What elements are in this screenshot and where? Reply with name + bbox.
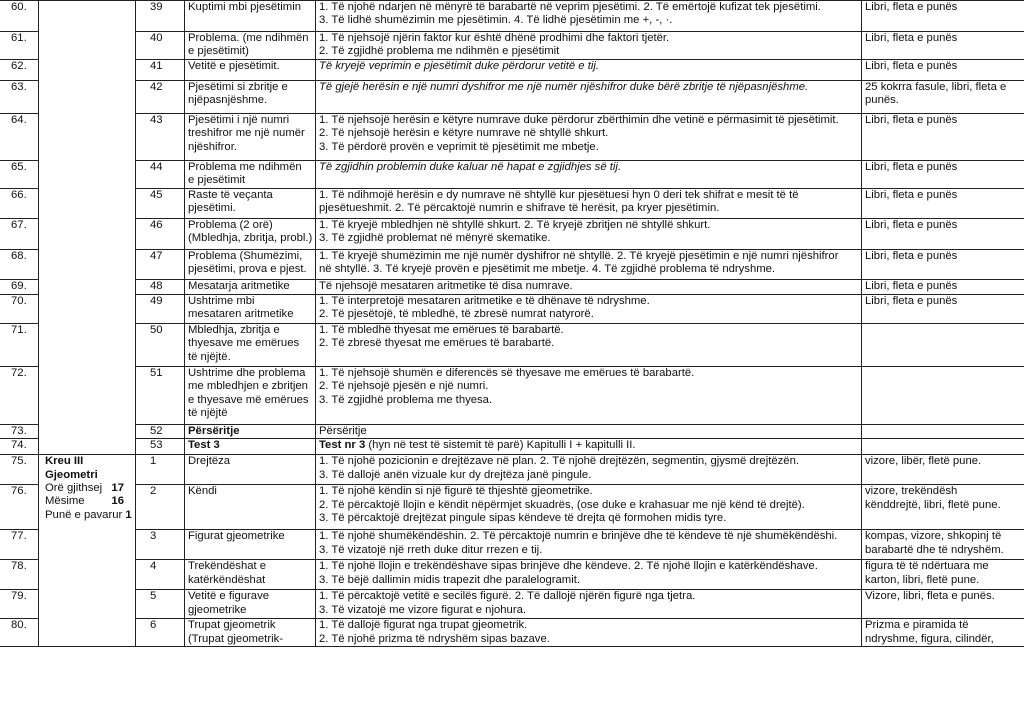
resources-cell: [862, 424, 1024, 438]
cell-line: Test 3: [188, 439, 220, 452]
resources-cell: [862, 590, 1024, 619]
cell-line: Problema me ndihmën: [188, 160, 302, 173]
table-row: [0, 218, 1024, 249]
cell-line: 3. Të përdorë provën e veprimit të pjesëtimit me mbetje.: [319, 140, 599, 153]
cell-line: 25 kokrra fasule, libri, fleta e: [865, 80, 1007, 93]
cell-line: Libri, fleta e punës: [865, 1, 958, 13]
hour-number-cell: 44: [136, 160, 185, 188]
chapter-cell-empty: [39, 1, 136, 455]
topic-cell: [185, 619, 316, 647]
lesson-number-cell: 73.: [0, 424, 39, 438]
table-row: [0, 279, 1024, 294]
resources-cell: [862, 485, 1024, 530]
topic-cell: [185, 590, 316, 619]
table-row: [0, 80, 1024, 113]
cell-line: 1. Të njohë këndin si një figurë të thjeshtë gjeometrike.: [319, 485, 593, 498]
cell-line: 3. Të zgjidhë problemat në mënyrë skematike.: [319, 232, 551, 245]
resources-cell: [862, 188, 1024, 218]
cell-line: Trekëndëshat e: [188, 560, 267, 573]
cell-line: 3. Të bëjë dallimin midis trapezit dhe paralelogramit.: [319, 573, 581, 586]
resources-cell: [862, 249, 1024, 279]
cell-line: Libri, fleta e punës: [865, 279, 958, 292]
cell-line: e pjesëtimit): [188, 45, 249, 58]
cell-line: 3. Të zgjidhë problema me thyesa.: [319, 393, 493, 406]
objectives-cell: [316, 32, 862, 60]
table-body: [0, 1, 1024, 647]
cell-line: ndryshme, figura, cilindër,: [865, 632, 994, 645]
objectives-cell: [316, 619, 862, 647]
lesson-number-cell: 70.: [0, 294, 39, 323]
cell-line: 1. Të njohë ndarjen në mënyrë të barabartë në veprim pjesëtimi. 2. Të emërtojë kufizat tek pjesëtimi.: [319, 1, 821, 13]
hour-number-cell: 46: [136, 218, 185, 249]
topic-cell: [185, 249, 316, 279]
resources-cell: [862, 619, 1024, 647]
lesson-number-cell: 64.: [0, 113, 39, 160]
objectives-cell: [316, 323, 862, 366]
cell-line: 1. Të kryejë mbledhjen në shtyllë shkurt. 2. Të kryejë zbritjen në shtyllë shkurt.: [319, 218, 711, 231]
cell-line: 1. Të njehsojë njërin faktor kur është dhënë prodhimi dhe faktori tjetër.: [319, 32, 670, 44]
cell-line: 1. Të interpretojë mesataren aritmetike e të dhënave të ndryshme.: [319, 294, 650, 307]
cell-line: katërkëndëshat: [188, 573, 266, 586]
hour-number-cell: 42: [136, 80, 185, 113]
cell-line: Pjesëtimi si zbritje e: [188, 80, 288, 93]
cell-line: 1. Të njehsojë shumën e diferencës së thyesave me emërues të barabartë.: [319, 366, 695, 379]
cell-line: 3. Të dallojë anën vizuale kur dy drejtëza janë pingule.: [319, 468, 592, 481]
cell-line: Të njehsojë mesataren aritmetike të disa numrave.: [319, 279, 573, 292]
cell-line: 2. Të pjesëtojë, të mbledhë, të zbresë numrat natyrorë.: [319, 308, 594, 321]
chapter-subtitle: Gjeometri: [45, 468, 98, 481]
hour-number-cell: 3: [136, 530, 185, 560]
cell-line: 3. Të vizatojë një rreth duke ditur rrezen e tij.: [319, 543, 543, 556]
cell-line: Mesatarja aritmetike: [188, 279, 290, 292]
cell-line: Libri, fleta e punës: [865, 218, 958, 231]
cell-line: Libri, fleta e punës: [865, 294, 958, 307]
cell-line: 1. Të njohë llojin e trekëndëshave sipas brinjëve dhe këndeve. 2. Të njohë llojin e katërkëndëshave.: [319, 560, 818, 573]
cell-line: thyesave me emërues: [188, 337, 300, 350]
cell-line: kënddrejtë, libri, fletë pune.: [865, 498, 1001, 511]
lesson-number-cell: 68.: [0, 249, 39, 279]
hours-total: [45, 482, 132, 495]
cell-line: 3. Të lidhë shumëzimin me pjesëtimin. 4. Të lidhë pjesëtimin me +, -, ·.: [319, 14, 673, 27]
topic-cell: [185, 279, 316, 294]
cell-line: Libri, fleta e punës: [865, 113, 958, 126]
cell-line: Prizma e piramida të: [865, 619, 969, 632]
lesson-number-cell: 65.: [0, 160, 39, 188]
cell-line: (Trupat gjeometrik-: [188, 632, 284, 645]
lesson-number-cell: 60.: [0, 1, 39, 32]
hour-number-cell: 52: [136, 424, 185, 438]
topic-cell: [185, 560, 316, 590]
table-row: [0, 619, 1024, 647]
topic-cell: [185, 323, 316, 366]
topic-cell: [185, 218, 316, 249]
topic-cell: [185, 32, 316, 60]
table-row: [0, 366, 1024, 424]
resources-cell: [862, 160, 1024, 188]
lesson-number-cell: 72.: [0, 366, 39, 424]
cell-line: figura të të ndërtuara me: [865, 560, 989, 573]
cell-line: të njëjtë.: [188, 350, 231, 363]
topic-cell: [185, 113, 316, 160]
cell-line: Figurat gjeometrike: [188, 530, 285, 543]
cell-line: pjesëtueshmit. 2. Të përcaktojë numrin e shifrave të herësit, pa kryer pjesëtimin.: [319, 202, 720, 215]
cell-line: Libri, fleta e punës: [865, 32, 958, 44]
hour-number-cell: 45: [136, 188, 185, 218]
lesson-number-cell: 69.: [0, 279, 39, 294]
lesson-number-cell: 61.: [0, 32, 39, 60]
cell-line: Ushtrime dhe problema: [188, 366, 306, 379]
objectives-cell: [316, 590, 862, 619]
cell-line: 3. Të vizatojë me vizore figurat e njohura.: [319, 603, 527, 616]
hour-number-cell: 40: [136, 32, 185, 60]
objectives-cell: [316, 366, 862, 424]
objectives-cell: [316, 485, 862, 530]
cell-line: e pjesëtimit: [188, 174, 246, 187]
cell-line: Problema (2 orë): [188, 218, 273, 231]
hour-number-cell: 6: [136, 619, 185, 647]
resources-cell: [862, 80, 1024, 113]
objectives-cell: [316, 59, 862, 80]
lesson-number-cell: 80.: [0, 619, 39, 647]
cell-line: Raste të veçanta: [188, 188, 273, 201]
table-row: [0, 59, 1024, 80]
resources-cell: [862, 560, 1024, 590]
lessons-total: [45, 495, 132, 508]
table-row: [0, 323, 1024, 366]
objectives-cell: [316, 1, 862, 32]
lesson-number-cell: 66.: [0, 188, 39, 218]
topic-cell: [185, 80, 316, 113]
cell-line: gjeometrike: [188, 603, 247, 616]
chapter-cell: [39, 455, 136, 647]
cell-line: Trupat gjeometrik: [188, 619, 276, 632]
hour-number-cell: 39: [136, 1, 185, 32]
cell-line: 1. Të ndihmojë herësin e dy numrave në shtyllë kur pjesëtuesi hyn 0 deri tek shifrat e mesit të të: [319, 188, 799, 201]
cell-line: (Mbledhja, zbritja, probl.): [188, 232, 313, 245]
table-row: [0, 113, 1024, 160]
hour-number-cell: 1: [136, 455, 185, 485]
cell-line: Drejtëza: [188, 455, 231, 468]
objectives-cell: [316, 160, 862, 188]
objectives-cell: [316, 439, 862, 455]
cell-line: 1. Të mbledhë thyesat me emërues të barabartë.: [319, 323, 564, 336]
hour-number-cell: 2: [136, 485, 185, 530]
cell-line: e thyesave më emërues: [188, 393, 309, 406]
cell-line: Të kryejë veprimin e pjesëtimit duke përdorur vetitë e tij.: [319, 59, 600, 72]
cell-line: në shtyllë. 3. Të kryejë provën e pjesëtimit me mbetje. 4. Të zgjidhë problema të ndryshme.: [319, 263, 776, 276]
lesson-number-cell: 76.: [0, 485, 39, 530]
cell-line: Ushtrime mbi: [188, 294, 255, 307]
topic-cell: [185, 439, 316, 455]
cell-line: [319, 439, 858, 452]
table-row: [0, 590, 1024, 619]
cell-line: Këndi: [188, 485, 217, 498]
resources-cell: [862, 366, 1024, 424]
cell-line: 2. Të zgjidhë problema me ndihmën e pjesëtimit: [319, 45, 560, 58]
table-row: [0, 424, 1024, 438]
cell-line: 2. Të njehsojë pjesën e një numri.: [319, 380, 489, 393]
topic-cell: [185, 424, 316, 438]
resources-cell: [862, 323, 1024, 366]
resources-cell: [862, 1, 1024, 32]
cell-line: me mbledhjen e zbritjen: [188, 380, 308, 393]
cell-line: treshifror me një numër: [188, 127, 305, 140]
resources-cell: [862, 59, 1024, 80]
cell-line: Përsëritje: [319, 424, 367, 437]
resources-cell: [862, 294, 1024, 323]
cell-line: mesataren aritmetike: [188, 308, 294, 321]
test-label: Test nr 3: [319, 439, 366, 452]
table-row: [0, 485, 1024, 530]
cell-line: Përsëritje: [188, 424, 240, 437]
hours-label: Orë gjithsej: [45, 482, 103, 495]
hour-number-cell: 53: [136, 439, 185, 455]
cell-line: 2. Të njohë prizma të ndryshëm sipas bazave.: [319, 632, 550, 645]
cell-line: Libri, fleta e punës: [865, 249, 958, 262]
resources-cell: [862, 530, 1024, 560]
table-row: [0, 249, 1024, 279]
cell-line: pjesëtimi.: [188, 202, 236, 215]
cell-line: 3. Të përcaktojë drejtëzat pingule sipas këndeve të drejta që formohen midis tyre.: [319, 512, 727, 525]
cell-line: Libri, fleta e punës: [865, 188, 958, 201]
cell-line: të njëjtë: [188, 407, 228, 420]
cell-line: 2. Të njehsojë herësin e këtyre numrave në shtyllë shkurt.: [319, 127, 609, 140]
cell-line: Vetitë e figurave: [188, 590, 270, 603]
test-description: (hyn në test të sistemit të parë) Kapitulli I + kapitulli II.: [365, 439, 636, 452]
practice-label: Punë e pavarur: [45, 508, 123, 521]
objectives-cell: [316, 188, 862, 218]
cell-line: barabartë dhe të ndryshëm.: [865, 543, 1004, 556]
resources-cell: [862, 455, 1024, 485]
cell-line: 1. Të njohë pozicionin e drejtëzave në plan. 2. Të njohë drejtëzën, segmentin, gjysmë drejtëzën.: [319, 455, 799, 468]
lesson-number-cell: 71.: [0, 323, 39, 366]
resources-cell: [862, 113, 1024, 160]
cell-line: vizore, trekëndësh: [865, 485, 958, 498]
objectives-cell: [316, 424, 862, 438]
objectives-cell: [316, 455, 862, 485]
cell-line: 1. Të kryejë shumëzimin me një numër dyshifror në shtyllë. 2. Të kryejë pjesëtimin e një numri njëshifror: [319, 249, 839, 262]
table-row: [0, 160, 1024, 188]
topic-cell: [185, 530, 316, 560]
cell-line: Vizore, libri, fleta e punës.: [865, 590, 995, 603]
table-row: [0, 530, 1024, 560]
cell-line: njëpasnjëshme.: [188, 94, 268, 107]
cell-line: 2. Të zbresë thyesat me emërues të barabartë.: [319, 337, 555, 350]
practice-value: 1: [125, 508, 132, 521]
cell-line: 1. Të njohë shumëkëndëshin. 2. Të përcaktojë numrin e brinjëve dhe të këndeve të një shumëkëndëshi.: [319, 530, 838, 543]
topic-cell: [185, 485, 316, 530]
cell-line: Kuptimi mbi pjesëtimin: [188, 1, 302, 13]
hours-value: 17: [111, 482, 124, 495]
hour-number-cell: 48: [136, 279, 185, 294]
lesson-number-cell: 77.: [0, 530, 39, 560]
table-row: [0, 560, 1024, 590]
table-row: [0, 294, 1024, 323]
topic-cell: [185, 1, 316, 32]
topic-cell: [185, 188, 316, 218]
cell-line: pjesëtimi, prova e pjest.: [188, 263, 307, 276]
cell-line: vizore, libër, fletë pune.: [865, 455, 982, 468]
topic-cell: [185, 294, 316, 323]
practice-total: [45, 509, 132, 522]
cell-line: njëshifror.: [188, 140, 237, 153]
topic-cell: [185, 455, 316, 485]
lesson-number-cell: 74.: [0, 439, 39, 455]
cell-line: Vetitë e pjesëtimit.: [188, 59, 280, 72]
cell-line: kompas, vizore, shkopinj të: [865, 530, 1002, 543]
topic-cell: [185, 366, 316, 424]
cell-line: Të zgjidhin problemin duke kaluar në hapat e zgjidhjes së tij.: [319, 160, 622, 173]
resources-cell: [862, 218, 1024, 249]
cell-line: 1. Të dallojë figurat nga trupat gjeometrik.: [319, 619, 528, 632]
hour-number-cell: 50: [136, 323, 185, 366]
objectives-cell: [316, 80, 862, 113]
lesson-number-cell: 79.: [0, 590, 39, 619]
table-row: [0, 188, 1024, 218]
topic-cell: [185, 59, 316, 80]
cell-line: Libri, fleta e punës: [865, 160, 958, 173]
cell-line: 1. Të njehsojë herësin e këtyre numrave duke përdorur zbërthimin dhe vetinë e përmasimit të pjesëtimit.: [319, 113, 839, 126]
table-row: [0, 439, 1024, 455]
hour-number-cell: 4: [136, 560, 185, 590]
lessons-value: 16: [111, 495, 124, 508]
table-row: [0, 1, 1024, 32]
resources-cell: [862, 32, 1024, 60]
hour-number-cell: 49: [136, 294, 185, 323]
hour-number-cell: 41: [136, 59, 185, 80]
topic-cell: [185, 160, 316, 188]
objectives-cell: [316, 294, 862, 323]
resources-cell: [862, 279, 1024, 294]
cell-line: 1. Të përcaktojë vetitë e secilës figurë. 2. Të dallojë njërën figurë nga tjetra.: [319, 590, 696, 603]
objectives-cell: [316, 279, 862, 294]
table-row: [0, 455, 1024, 485]
hour-number-cell: 47: [136, 249, 185, 279]
lesson-number-cell: 67.: [0, 218, 39, 249]
cell-line: Libri, fleta e punës: [865, 59, 958, 72]
lesson-number-cell: 78.: [0, 560, 39, 590]
lesson-number-cell: 62.: [0, 59, 39, 80]
cell-line: 2. Të përcaktojë llojin e këndit nëpërmjet skuadrës, (ose duke e krahasuar me një kënd të drejtë).: [319, 498, 805, 511]
cell-line: Problema (Shumëzimi,: [188, 249, 303, 262]
objectives-cell: [316, 530, 862, 560]
resources-cell: [862, 439, 1024, 455]
lessons-label: Mësime: [45, 495, 85, 508]
objectives-cell: [316, 113, 862, 160]
cell-line: Mbledhja, zbritja e: [188, 323, 280, 336]
chapter-title: Kreu III: [45, 455, 84, 468]
cell-line: punës.: [865, 94, 899, 107]
cell-line: karton, libri, fletë pune.: [865, 573, 980, 586]
objectives-cell: [316, 218, 862, 249]
hour-number-cell: 43: [136, 113, 185, 160]
cell-line: Problema. (me ndihmën: [188, 32, 309, 44]
lesson-number-cell: 63.: [0, 80, 39, 113]
cell-line: Pjesëtimi i një numri: [188, 113, 290, 126]
objectives-cell: [316, 249, 862, 279]
table-row: [0, 32, 1024, 60]
lesson-number-cell: 75.: [0, 455, 39, 485]
hour-number-cell: 51: [136, 366, 185, 424]
hour-number-cell: 5: [136, 590, 185, 619]
cell-line: Të gjejë herësin e një numri dyshifror me një numër njëshifror duke bërë zbritje të njëpasnjëshme.: [319, 80, 809, 93]
objectives-cell: [316, 560, 862, 590]
